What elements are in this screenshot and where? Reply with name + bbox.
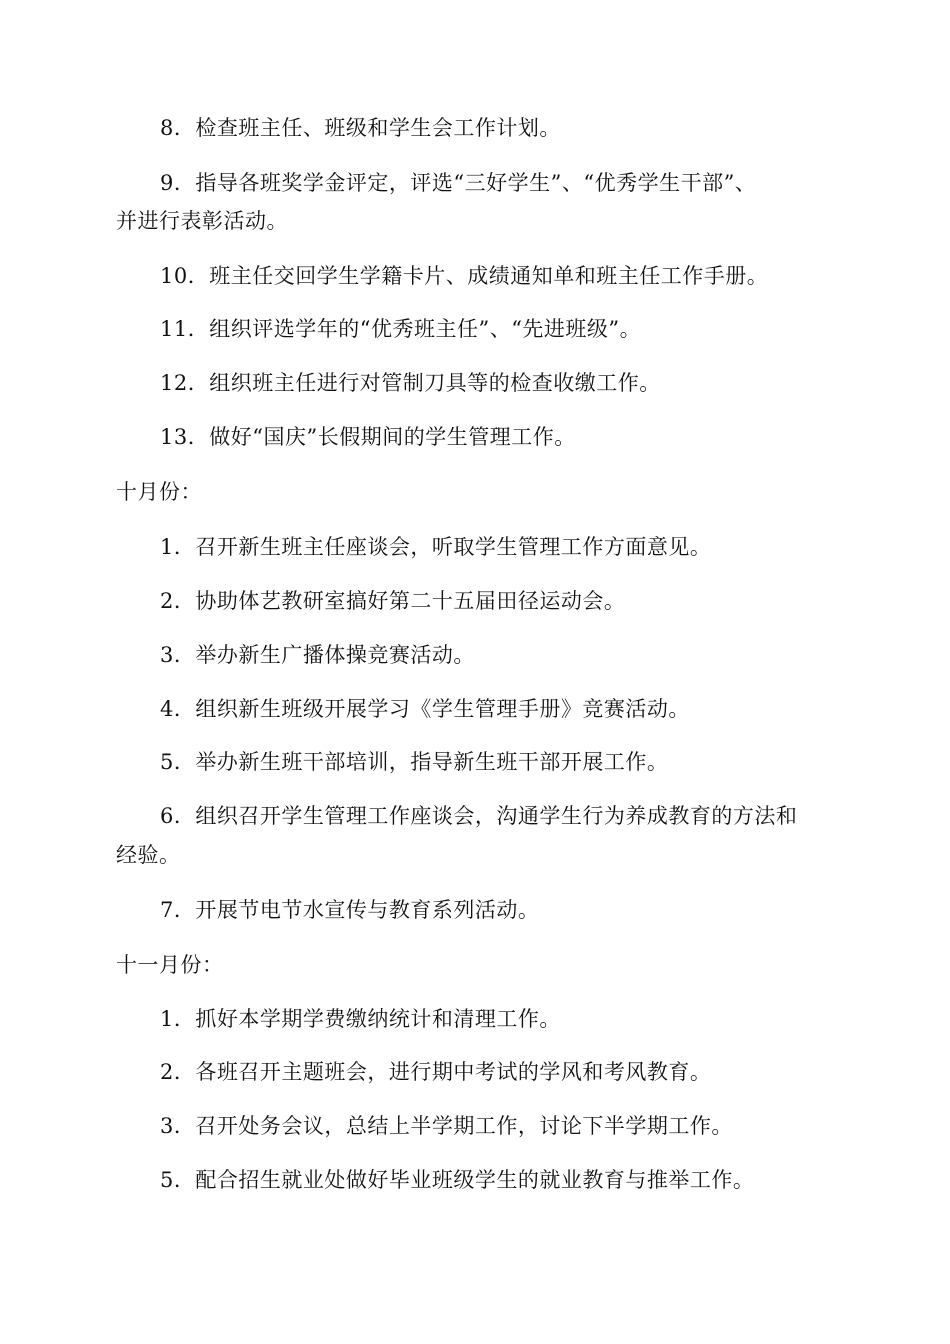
paragraph: 5．配合招生就业处做好毕业班级学生的就业教育与推举工作。 [160, 1168, 755, 1192]
section-heading-october: 十月份： [116, 480, 202, 504]
paragraph: 4．组织新生班级开展学习《学生管理手册》竞赛活动。 [160, 697, 690, 721]
paragraph: 2．各班召开主题班会，进行期中考试的学风和考风教育。 [160, 1060, 712, 1084]
paragraph: 7．开展节电节水宣传与教育系列活动。 [160, 898, 540, 922]
paragraph: 3．召开处务会议，总结上半学期工作，讨论下半学期工作。 [160, 1114, 733, 1138]
paragraph: 2．协助体艺教研室搞好第二十五届田径运动会。 [160, 589, 626, 613]
paragraph: 3．举办新生广播体操竞赛活动。 [160, 643, 475, 667]
paragraph-continuation: 经验。 [116, 843, 181, 867]
paragraph: 1．召开新生班主任座谈会，听取学生管理工作方面意见。 [160, 535, 712, 559]
paragraph: 1．抓好本学期学费缴纳统计和清理工作。 [160, 1007, 561, 1031]
paragraph-continuation: 并进行表彰活动。 [116, 209, 288, 233]
paragraph: 10．班主任交回学生学籍卡片、成绩通知单和班主任工作手册。 [160, 264, 769, 288]
section-heading-november: 十一月份： [116, 953, 224, 977]
paragraph: 11．组织评选学年的“优秀班主任”、“先进班级”。 [160, 317, 642, 341]
paragraph: 12．组织班主任进行对管制刀具等的检查收缴工作。 [160, 371, 661, 395]
paragraph: 8．检查班主任、班级和学生会工作计划。 [160, 116, 561, 140]
paragraph: 13．做好“国庆”长假期间的学生管理工作。 [160, 425, 576, 449]
paragraph: 9．指导各班奖学金评定，评选“三好学生”、“优秀学生干部”、 [160, 171, 757, 195]
paragraph: 5．举办新生班干部培训，指导新生班干部开展工作。 [160, 750, 669, 774]
paragraph: 6．组织召开学生管理工作座谈会，沟通学生行为养成教育的方法和 [160, 804, 798, 828]
